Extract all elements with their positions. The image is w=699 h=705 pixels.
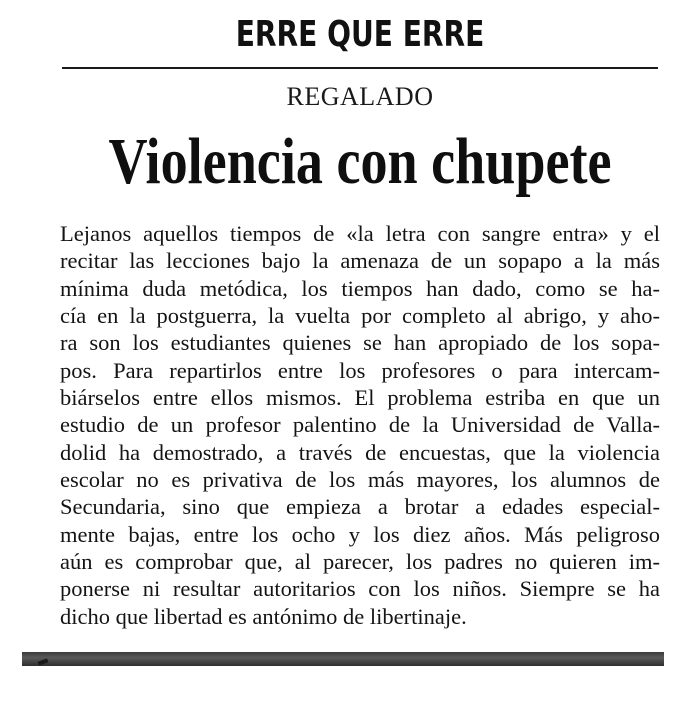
body-line: pos. Para repartirlos entre los profesores o para intercam- [60, 357, 660, 383]
article-body [60, 220, 660, 630]
body-line: Secundaria, sino que empieza a brotar a edades especial- [60, 494, 660, 520]
section-title: ERRE QUE ERRE [235, 14, 485, 55]
body-line: mínima duda metódica, los tiempos han dado, como se ha- [60, 275, 660, 301]
body-line: aún es comprobar que, al parecer, los padres no quieren im- [60, 549, 660, 575]
body-line: cía en la postguerra, la vuelta por completo al abrigo, y aho- [60, 303, 660, 329]
body-line: recitar las lecciones bajo la amenaza de un sopapo a la más [60, 248, 660, 274]
body-line: biárselos entre ellos mismos. El problema estriba en que un [60, 385, 660, 411]
body-line: estudio de un profesor palentino de la Universidad de Valla- [60, 412, 660, 438]
top-divider [62, 67, 658, 69]
body-line: dolid ha demostrado, a través de encuestas, que la violencia [60, 439, 660, 465]
bottom-divider [22, 652, 664, 666]
body-line: Lejanos aquellos tiempos de «la letra con sangre entra» y el [60, 221, 660, 246]
article-headline: Violencia con chupete [108, 125, 612, 198]
body-line: ponerse ni resultar autoritarios con los niños. Siempre se ha [60, 576, 660, 602]
body-line: mente bajas, entre los ocho y los diez años. Más peligroso [60, 521, 660, 547]
body-line: escolar no es privativa de los más mayores, los alumnos de [60, 467, 660, 493]
author-byline: REGALADO [286, 82, 434, 111]
body-line: ra son los estudiantes quienes se han apropiado de los sopa- [60, 330, 660, 356]
body-line: dicho que libertad es antónimo de libertinaje. [60, 603, 467, 629]
